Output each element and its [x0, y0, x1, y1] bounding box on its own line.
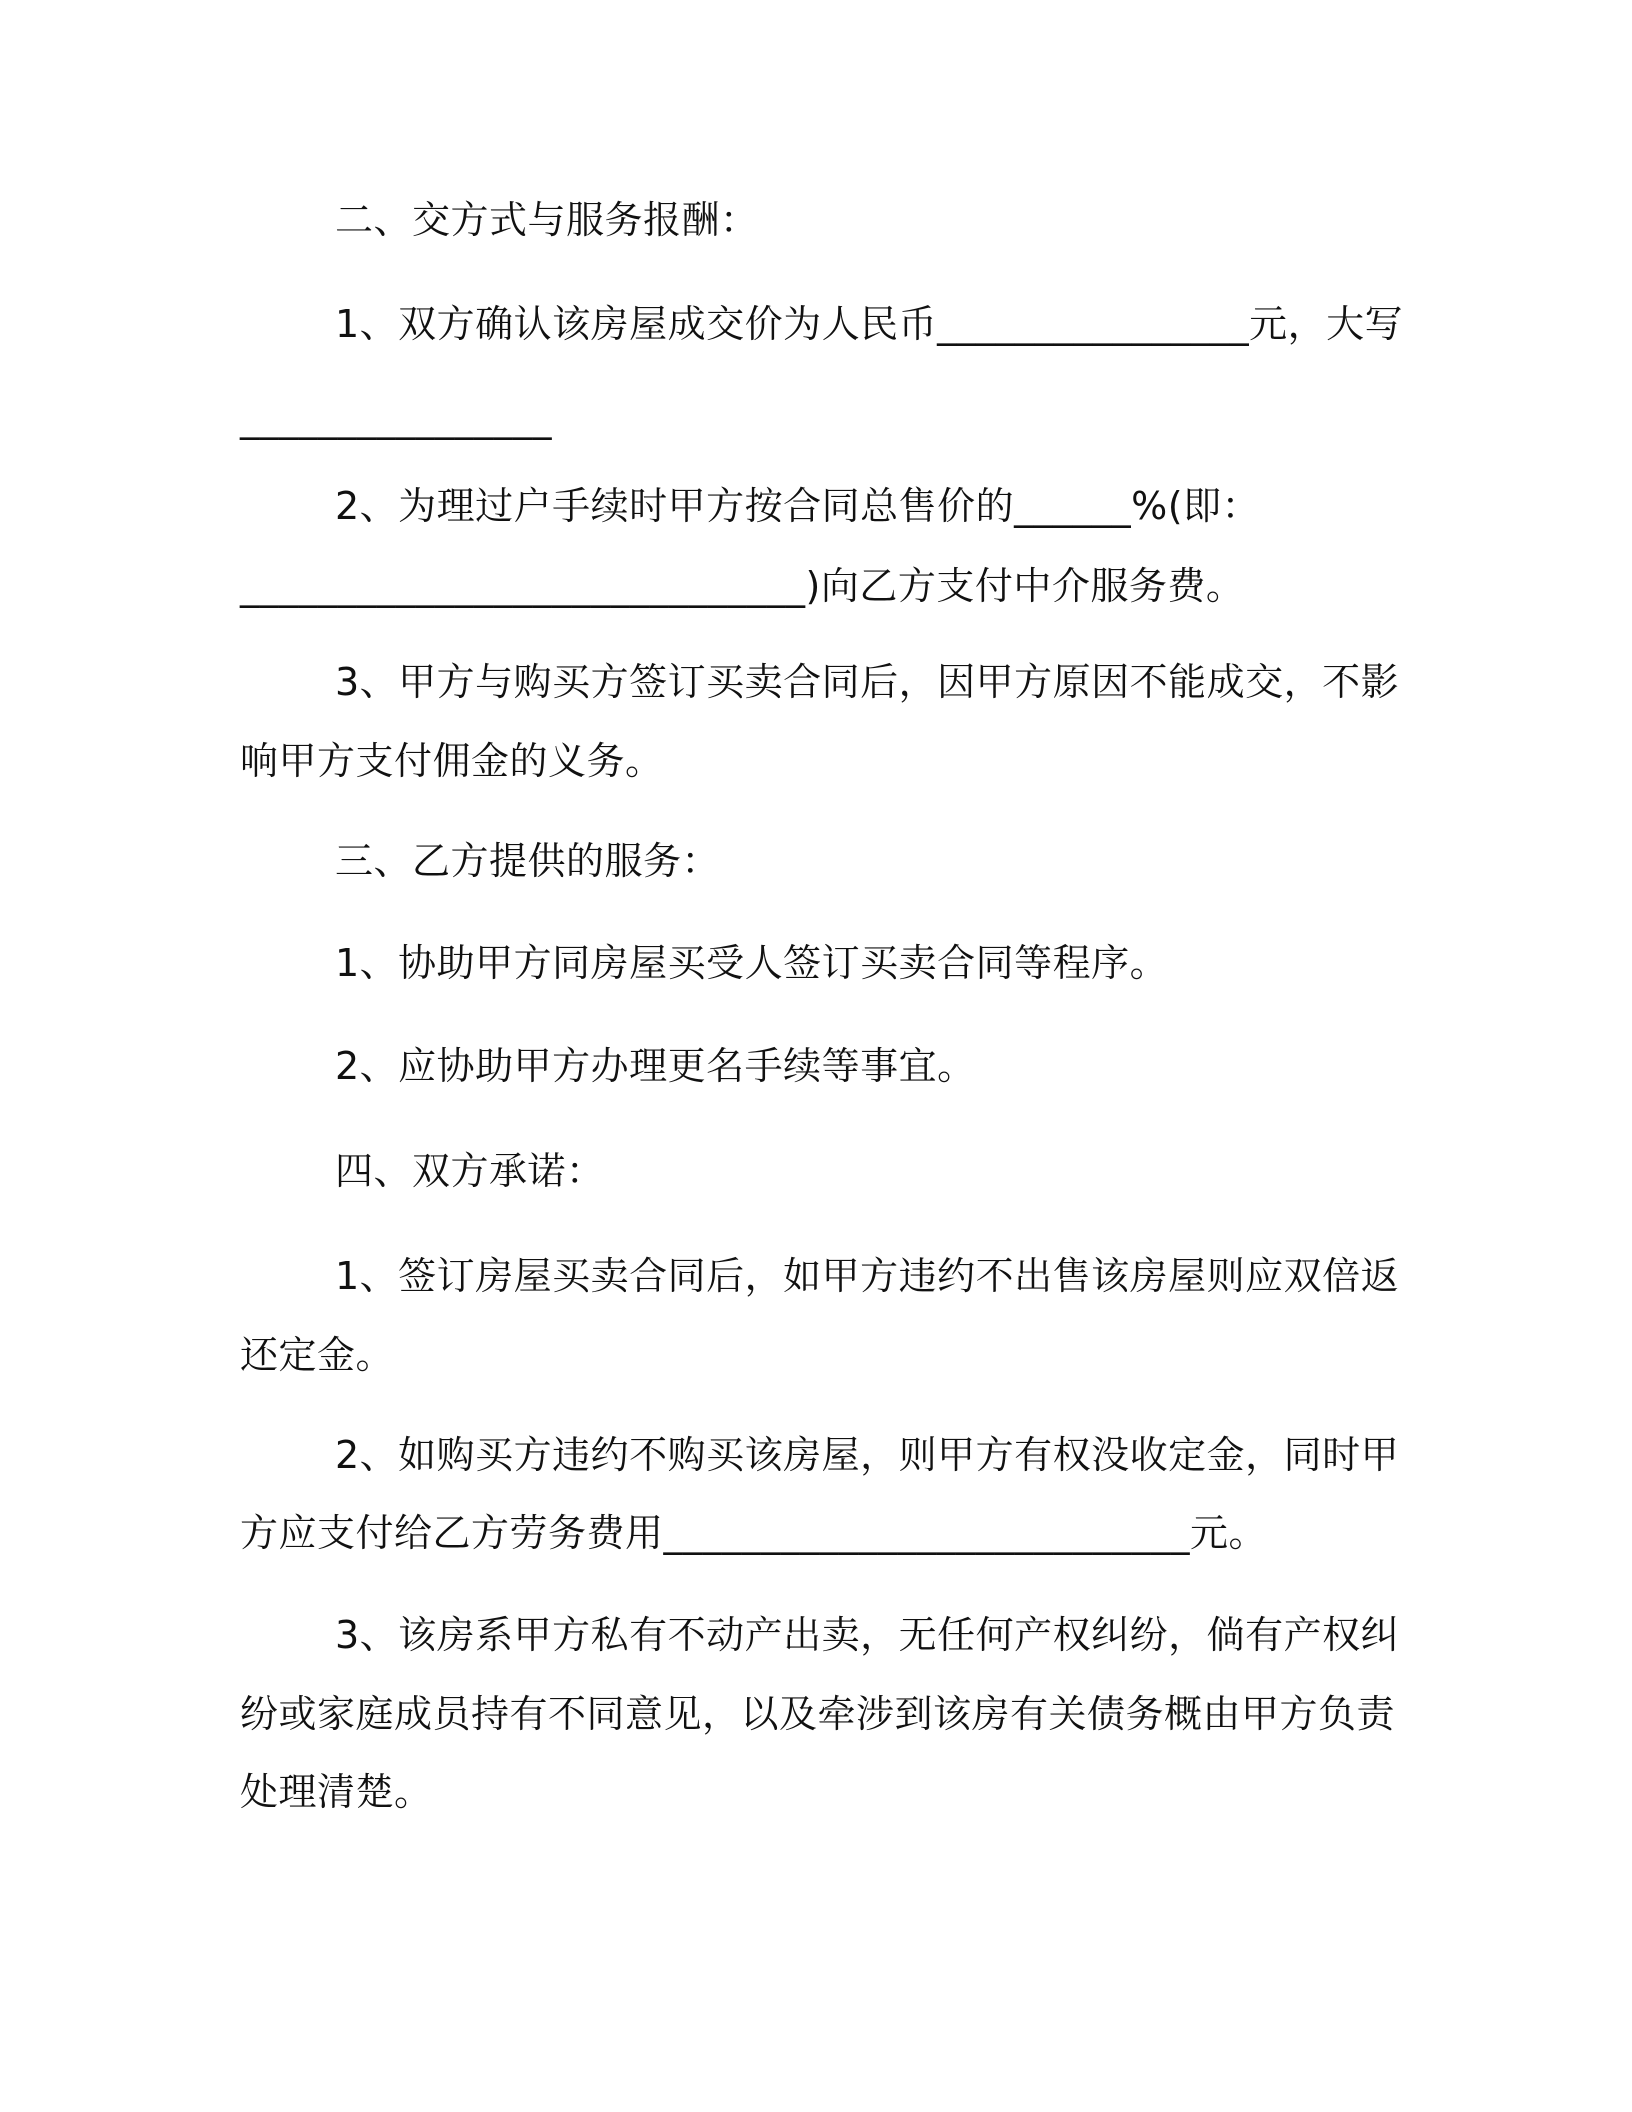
clause-line: 2、应协助甲方办理更名手续等事宜。 — [335, 1044, 976, 1088]
clause-line: 还定金。 — [240, 1333, 395, 1377]
section-heading-payment: 二、交方式与服务报酬： — [335, 198, 759, 242]
section-heading-commitments: 四、双方承诺： — [335, 1149, 605, 1193]
section-heading-services: 三、乙方提供的服务： — [335, 839, 721, 883]
clause-line: ________________ — [240, 396, 552, 440]
clause-line: 1、双方确认该房屋成交价为人民币________________元，大写 — [335, 302, 1404, 346]
clause-line: 纷或家庭成员持有不同意见，以及牵涉到该房有关债务概由甲方负责 — [240, 1692, 1396, 1736]
clause-line: 3、甲方与购买方签订买卖合同后，因甲方原因不能成交，不影 — [335, 660, 1400, 704]
clause-line: 2、如购买方违约不购买该房屋，则甲方有权没收定金，同时甲 — [335, 1433, 1400, 1477]
clause-line: 1、协助甲方同房屋买受人签订买卖合同等程序。 — [335, 941, 1169, 985]
clause-line: 2、为理过户手续时甲方按合同总售价的______%(即： — [335, 484, 1261, 528]
clause-line: 方应支付给乙方劳务费用___________________________元。 — [240, 1511, 1268, 1555]
clause-line: 响甲方支付佣金的义务。 — [240, 739, 664, 783]
clause-line: 处理清楚。 — [240, 1770, 433, 1814]
clause-line: 1、签订房屋买卖合同后，如甲方违约不出售该房屋则应双倍返 — [335, 1254, 1400, 1298]
clause-line: 3、该房系甲方私有不动产出卖，无任何产权纠纷，倘有产权纠 — [335, 1613, 1400, 1657]
clause-line: _____________________________)向乙方支付中介服务费。 — [240, 564, 1245, 608]
